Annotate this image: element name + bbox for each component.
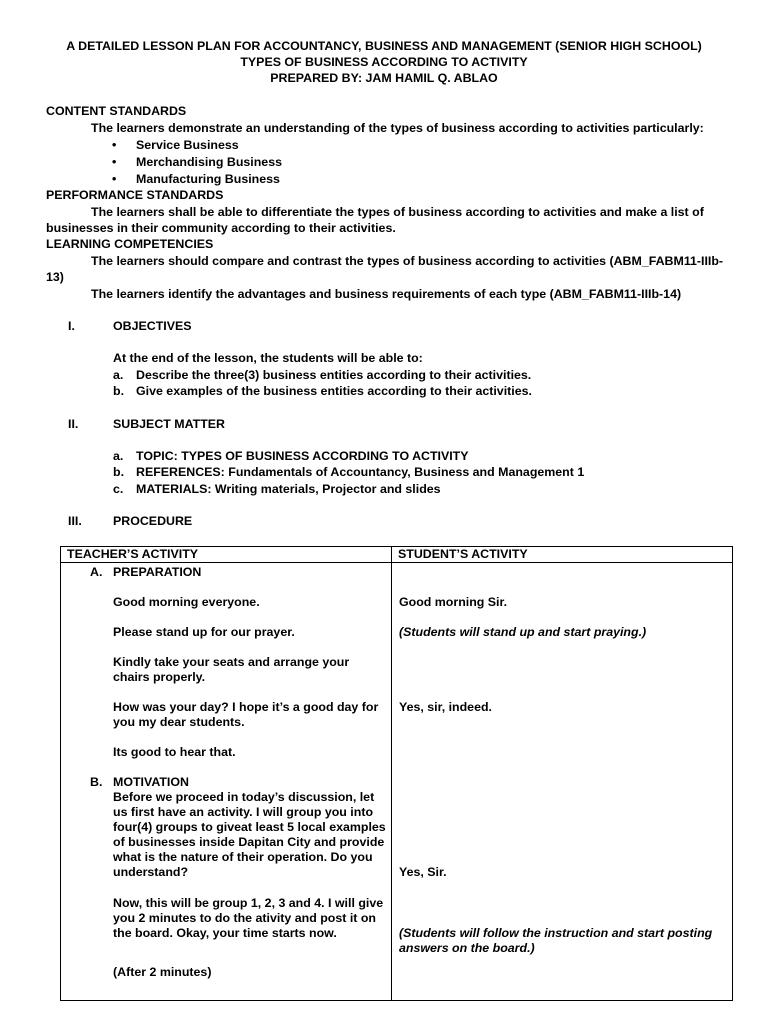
procedure-heading: PROCEDURE xyxy=(113,514,193,528)
preparation-heading: PREPARATION xyxy=(113,565,202,579)
teacher-line: Please stand up for our prayer. xyxy=(113,625,295,639)
step-letter: B. xyxy=(90,775,103,789)
step-letter: A. xyxy=(90,565,103,579)
content-standards-heading: CONTENT STANDARDS xyxy=(46,104,187,118)
student-line: Good morning Sir. xyxy=(399,595,508,609)
bullet-item: • Merchandising Business xyxy=(136,154,282,170)
student-line: (Students will stand up and start praying.) xyxy=(399,625,647,639)
motivation-heading: MOTIVATION xyxy=(113,775,189,789)
student-line: Yes, Sir. xyxy=(399,865,447,879)
teacher-activity-cell xyxy=(61,563,392,1001)
list-letter: c. xyxy=(113,482,124,496)
objective-item: Give examples of the business entities according to their activities. xyxy=(136,384,532,398)
content-standards-text: The learners demonstrate an understanding of the types of business according to activities particularly: xyxy=(91,121,704,135)
list-letter: a. xyxy=(113,368,124,382)
teacher-line: How was your day? I hope it’s a good day for you my dear students. xyxy=(113,700,379,729)
teacher-line: (After 2 minutes) xyxy=(113,965,212,979)
document-header xyxy=(0,38,768,86)
competency-text: The learners should compare and contrast the types of business according to activities (ABM_FABM11-IIIb- xyxy=(91,254,724,268)
learning-competencies-heading: LEARNING COMPETENCIES xyxy=(46,237,214,251)
table-header-row xyxy=(61,547,733,563)
performance-standards-text: businesses in their community according to their activities. xyxy=(46,221,396,235)
student-activity-cell xyxy=(392,563,733,1001)
section-numeral: III. xyxy=(68,514,82,528)
procedure-table xyxy=(60,546,733,1001)
author-line: PREPARED BY: JAM HAMIL Q. ABLAO xyxy=(270,71,498,85)
subject-matter-item: TOPIC: TYPES OF BUSINESS ACCORDING TO ACTIVITY xyxy=(136,449,469,463)
section-numeral: II. xyxy=(68,417,79,431)
list-letter: b. xyxy=(113,384,125,398)
objective-item: Describe the three(3) business entities according to their activities. xyxy=(136,368,532,382)
performance-standards-heading: PERFORMANCE STANDARDS xyxy=(46,188,224,202)
title-line: A DETAILED LESSON PLAN FOR ACCOUNTANCY, BUSINESS AND MANAGEMENT (SENIOR HIGH SCHOOL) xyxy=(66,39,702,53)
teacher-line: Its good to hear that. xyxy=(113,745,236,759)
list-letter: b. xyxy=(113,465,125,479)
bullet-item: • Manufacturing Business xyxy=(136,171,280,187)
teacher-line: Kindly take your seats and arrange your chairs properly. xyxy=(113,655,350,684)
table-row xyxy=(61,563,733,1001)
subject-matter-heading: SUBJECT MATTER xyxy=(113,417,225,431)
teacher-line: Good morning everyone. xyxy=(113,595,260,609)
subject-matter-item: MATERIALS: Writing materials, Projector and slides xyxy=(136,482,441,496)
teacher-line: Before we proceed in today’s discussion, let us first have an activity. I will group you into four(4) groups to giveat least 5 local examples of businesses inside Dapitan City and provide what is the nature of their operation. Do you understand? xyxy=(113,790,386,879)
teacher-line: Now, this will be group 1, 2, 3 and 4. I will give you 2 minutes to do the ativity and post it on the board. Okay, your time starts now. xyxy=(113,896,384,940)
performance-standards-text: The learners shall be able to differentiate the types of business according to activities and make a list of xyxy=(91,205,704,219)
student-line: (Students will follow the instruction and start posting answers on the board.) xyxy=(399,926,713,955)
objectives-intro: At the end of the lesson, the students will be able to: xyxy=(113,351,423,365)
list-letter: a. xyxy=(113,449,124,463)
bullet-item: • Service Business xyxy=(136,137,239,153)
competency-text: 13) xyxy=(46,270,64,284)
teacher-column-header: TEACHER’S ACTIVITY xyxy=(61,547,392,563)
student-column-header: STUDENT’S ACTIVITY xyxy=(392,547,733,563)
section-numeral: I. xyxy=(68,319,75,333)
competency-text: The learners identify the advantages and business requirements of each type (ABM_FABM11-IIIb-14) xyxy=(91,287,682,301)
subtitle-line: TYPES OF BUSINESS ACCORDING TO ACTIVITY xyxy=(240,55,528,69)
student-line: Yes, sir, indeed. xyxy=(399,700,492,714)
subject-matter-item: REFERENCES: Fundamentals of Accountancy, Business and Management 1 xyxy=(136,465,585,479)
objectives-heading: OBJECTIVES xyxy=(113,319,192,333)
